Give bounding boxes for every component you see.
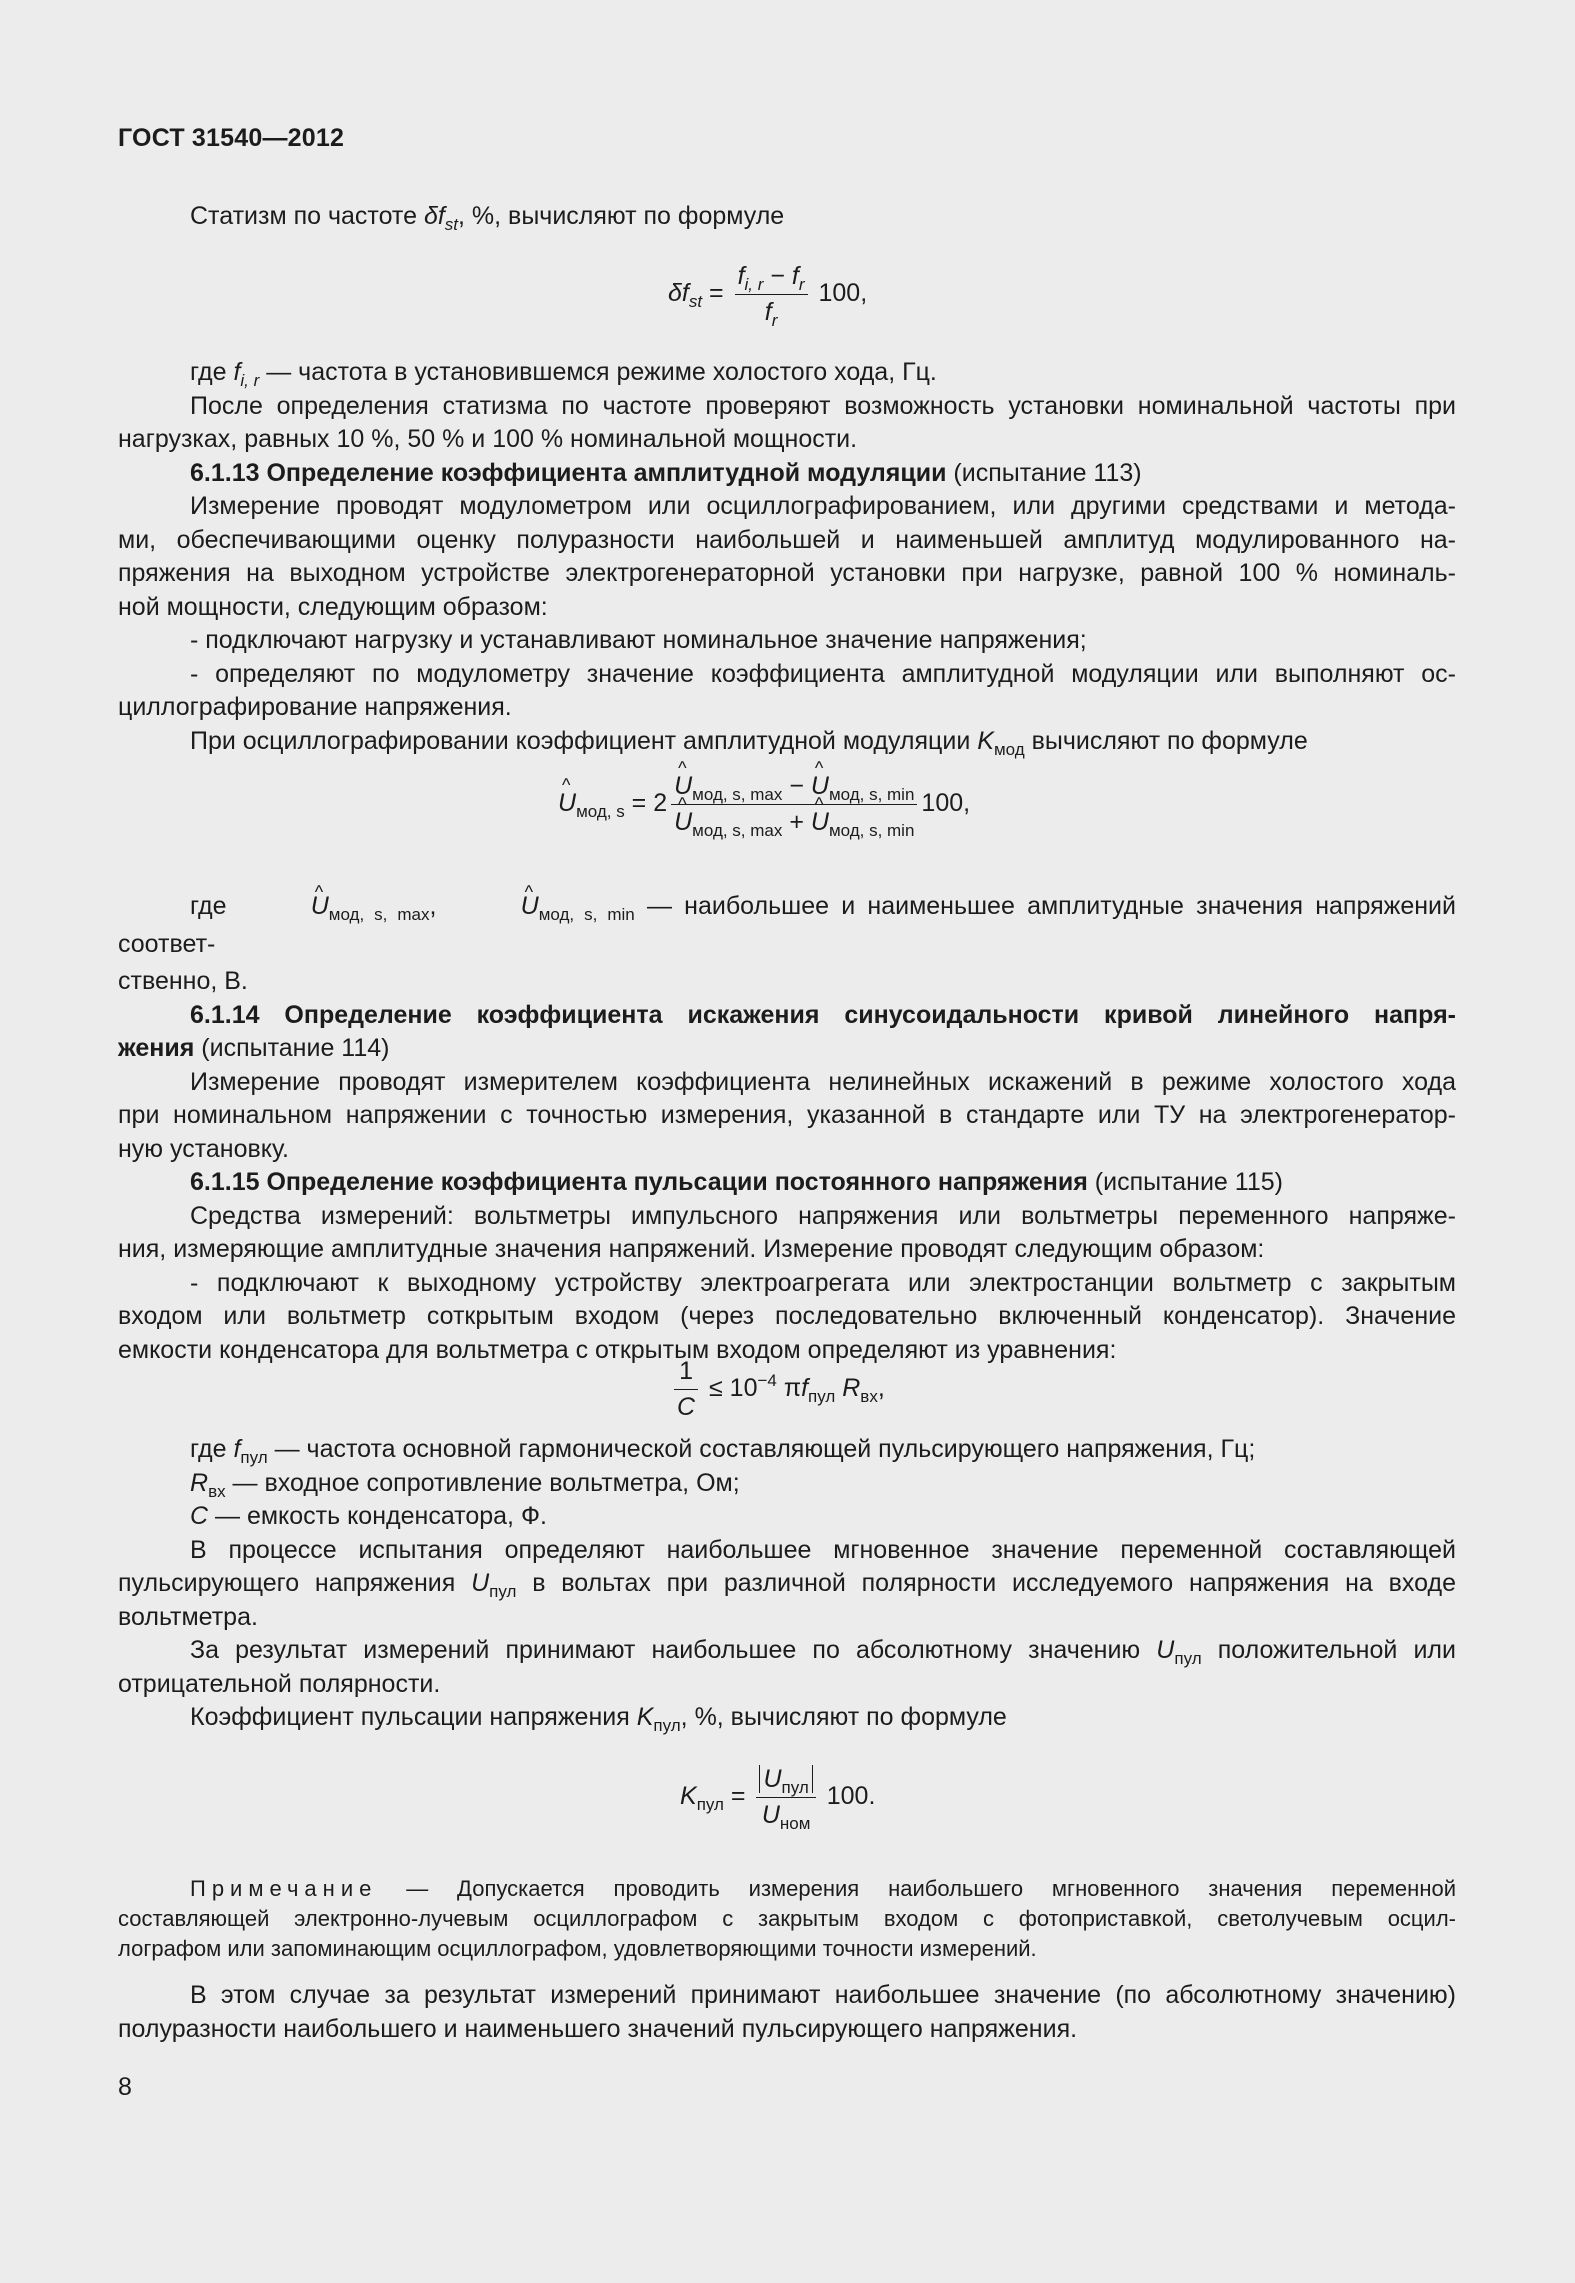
paragraph-instruments: Средства измерений: вольтметры импульсного напряжения или вольтметры переменного напряже- (190, 1201, 1456, 1230)
document-header: ГОСТ 31540—2012 (118, 124, 345, 152)
paragraph-statism: Статизм по частоте $\delta f_{st}$, %, вычисляют по формуле (190, 202, 785, 234)
paragraph-oscillography: При осциллографировании коэффициент амплитудной модуляции $K_{мод}$ вычисляют по формуле (190, 726, 1308, 759)
text-block-614: где ^ $U_{мод, s, max}$, ^ $U_{мод, s, min}$ — наибольшее и наименьшее амплитудные значения напряжений соответ- ственно, В. 6.1.14 Определение коэффициента искажения синусоидальности кривой линейного напря- жения (испытание 114) Измерение проводят измерителем коэффициента нелинейных искажений в режиме холостого хода при номинальном напряжении с точностью измерения, указанной в стандарте или ТУ на электрогенератор- ную установку. 6.1.15 Определение коэффициента пульсации постоянного напряжения (испытание 115) Средства измерений: вольтметры импульсного напряжения или вольтметры переменного напряже- ния, измеряющие амплитудные значения напряжений. Измерение проводят следующим образом: - подключают к выходному устройству электроагрегата или электростанции вольтметр с закрытым входом или вольтметр соткрытым входом (через последовательно включенный конденсатор). Значение емкости конденсатора для вольтметра с открытым входом определяют из уравнения: (118, 887, 1456, 1367)
list-item-load: - подключают нагрузку и устанавливают номинальное значение напряжения; (190, 626, 1087, 654)
note-block: Примечание — Допускается проводить измерения наибольшего мгновенного значения переменной составляющей электронно-лучевым осциллографом с закрытым входом с фотоприставкой, светолучевым осцил- лографом или запоминающим осциллографом, удовлетворяющими точности измерений. (118, 1876, 1456, 1961)
formula-pulsation: $K_{пул}$ = $\frac{U_{пул}}{U_{ном}}$ 100. (680, 1765, 876, 1833)
text-block-613: где $f_{i, r}$ — частота в установившемся режиме холостого хода, Гц. После определения статизма по частоте проверяют возможность установки номинальной частоты при нагрузках, равных 10 %, 50 % и 100 % номинальной мощности. 6.1.13 Определение коэффициента амплитудной модуляции (испытание 113) Измерение проводят модулометром или осциллографированием, или другими средствами и метода- ми, обеспечивающими оценку полуразности наибольшей и наименьшей амплитуд модулированного на- пряжения на выходном устройстве электрогенераторной установки при нагрузке, равной 100 % номиналь- ной мощности, следующим образом: - подключают нагрузку и устанавливают номинальное значение напряжения; - определяют по модулометру значение коэффициента амплитудной модуляции или выполняют ос- циллографирование напряжения. При осциллографировании коэффициент амплитудной модуляции $K_{мод}$ вычисляют по формуле (118, 358, 1456, 759)
list-item-voltmeter: - подключают к выходному устройству электроагрегата или электростанции вольтметр с закрытым (190, 1268, 1456, 1297)
paragraph-result: За результат измерений принимают наибольшее по абсолютному значению $U_{пул}$ положительной или (190, 1636, 1456, 1668)
paragraph-u-definition: где ^ $U_{мод, s, max}$, ^ $U_{мод, s, min}$ — наибольшее и наименьшее амплитудные значения напряжений соответ- (118, 887, 1456, 963)
paragraph-after-statism: После определения статизма по частоте проверяют возможность установки номинальной частоты при (190, 391, 1456, 420)
paragraph-measurement-613: Измерение проводят модулометром или осциллографированием, или другими средствами и метода- (190, 492, 1456, 520)
formula-modulation: ^ $U_{мод, s} = 2$ ^ $U_{мод, s, max}$ − ^ $U_{мод, s, min}$ ^ $U_{мод, s, max}$ + ^ $U_{мод, s, min}$ 100, (558, 772, 970, 837)
text-block-pulsation: где $f_{пул}$ — частота основной гармонической составляющей пульсирующего напряжения, Гц; $R_{вх}$ — входное сопротивление вольтметра, Ом; C — емкость конденсатора, Ф. В процессе испытания определяют наибольшее мгновенное значение переменной составляющей пульсирующего напряжения $U_{пул}$ в вольтах при различной полярности исследуемого напряжения на входе вольтметра. За результат измерений принимают наибольшее по абсолютному значению $U_{пул}$ положительной или отрицательной полярности. Коэффициент пульсации напряжения $K_{пул}$, %, вычисляют по формуле (118, 1435, 1456, 1735)
page-number: 8 (118, 2073, 132, 2101)
formula-statism: $\delta f_{st}$ = $\frac{f_{i, r} - f_r}{f_r}$ 100, (668, 262, 868, 330)
paragraph-fir: где $f_{i, r}$ — частота в установившемся режиме холостого хода, Гц. (190, 358, 937, 390)
list-item-modulometer: - определяют по модулометру значение коэффициента амплитудной модуляции или выполняют ос- (190, 659, 1456, 688)
section-6-1-13-heading: 6.1.13 Определение коэффициента амплитудной модуляции (испытание 113) (190, 458, 1142, 487)
paragraph-measurement-614: Измерение проводят измерителем коэффициента нелинейных искажений в режиме холостого хода (190, 1067, 1456, 1096)
note-label: Примечание (190, 1876, 378, 1901)
paragraph-final: В этом случае за результат измерений принимают наибольшее значение (по абсолютному значению) полуразности наибольшего и наименьшего значений пульсирующего напряжения. (118, 1981, 1456, 2043)
definition-f-pul: где $f_{пул}$ — частота основной гармонической составляющей пульсирующего напряжения, Гц; (190, 1435, 1256, 1467)
paragraph-pulsation-coefficient: Коэффициент пульсации напряжения $K_{пул}$, %, вычисляют по формуле (190, 1703, 1007, 1735)
formula-capacitance: $\frac{1}{C}$ ≤ $10^{-4}$ $\pi f_{пул}$ $R_{вх}$, (670, 1357, 885, 1422)
section-6-1-14-heading: 6.1.14 Определение коэффициента искажения синусоидальности кривой линейного напря- (190, 1000, 1456, 1029)
definition-c: C — емкость конденсатора, Ф. (190, 1502, 547, 1530)
section-6-1-15-heading: 6.1.15 Определение коэффициента пульсации постоянного напряжения (испытание 115) (190, 1168, 1283, 1196)
definition-r-vx: $R_{вх}$ — входное сопротивление вольтметра, Ом; (190, 1468, 740, 1501)
paragraph-test-process: В процессе испытания определяют наибольшее мгновенное значение переменной составляющей (190, 1535, 1456, 1564)
